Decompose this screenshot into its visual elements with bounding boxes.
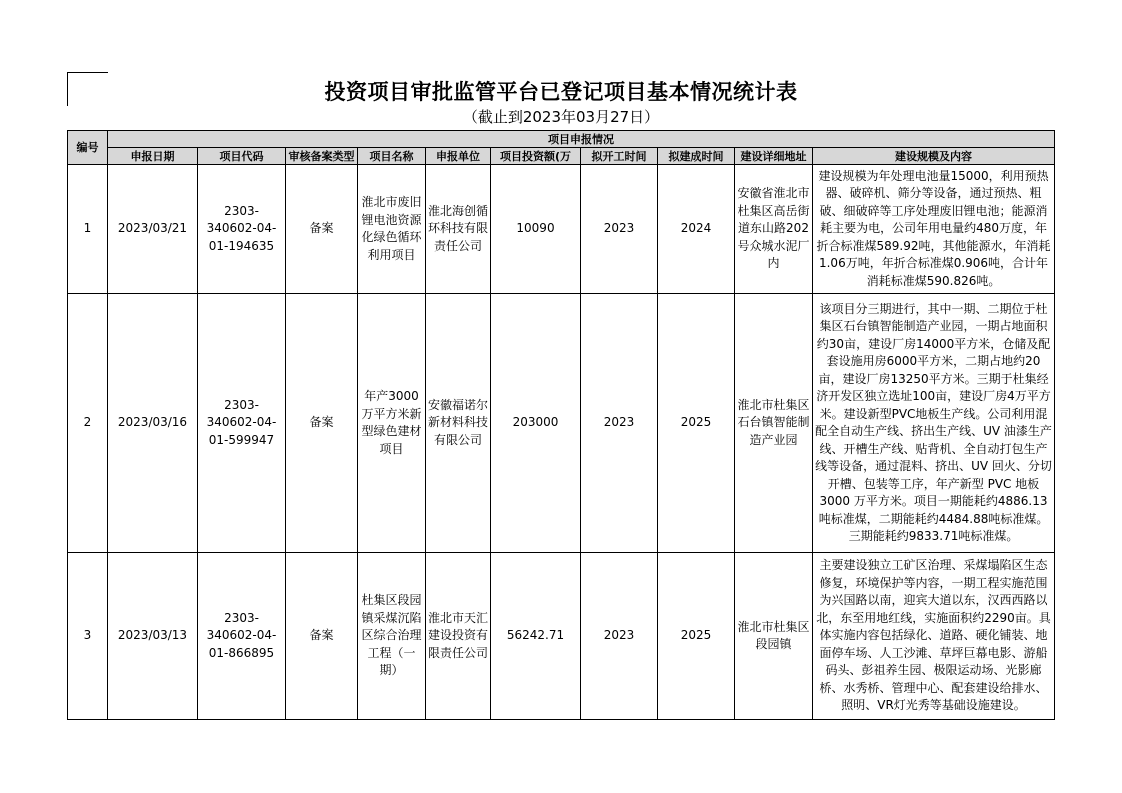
cell-type: 备案	[286, 553, 358, 720]
cell-scale: 该项目分三期进行，其中一期、二期位于杜集区石台镇智能制造产业园，一期占地面积约30亩，建设厂房14000平方米，仓储及配套设施用房6000平方米，二期占地约20亩，建设厂房13250平方米。三期于杜集经济开发区独立选址100亩，建设厂房4万平方米。建设新型PVC地板生产线。公司利用混配全自动生产线、挤出生产线、UV 油漆生产线、开槽生产线、贴背机、全自动打包生产线等设备，通过混料、挤出、UV 回火、分切开槽、包装等工序，年产新型 PVC 地板3000 万平方米。项目一期能耗约4886.13吨标准煤，二期能耗约4484.88吨标准煤。三期能耗约9833.71吨标准煤。	[813, 294, 1055, 553]
cell-finish: 2024	[658, 165, 735, 294]
header-row-columns	[68, 148, 1055, 165]
table-row	[68, 553, 1055, 720]
header-start: 拟开工时间	[581, 148, 658, 165]
header-code: 项目代码	[198, 148, 286, 165]
header-type: 审核备案类型	[286, 148, 358, 165]
header-finish: 拟建成时间	[658, 148, 735, 165]
header-date: 申报日期	[108, 148, 198, 165]
cell-name: 杜集区段园镇采煤沉陷区综合治理工程（一期）	[358, 553, 426, 720]
table-row	[68, 165, 1055, 294]
cell-invest: 203000	[491, 294, 581, 553]
cell-type: 备案	[286, 294, 358, 553]
cell-address: 淮北市杜集区石台镇智能制造产业园	[735, 294, 813, 553]
projects-table	[67, 130, 1055, 720]
cell-name: 年产3000万平方米新型绿色建材项目	[358, 294, 426, 553]
header-name: 项目名称	[358, 148, 426, 165]
cell-date: 2023/03/13	[108, 553, 198, 720]
cell-finish: 2025	[658, 294, 735, 553]
cell-date: 2023/03/21	[108, 165, 198, 294]
cell-invest: 10090	[491, 165, 581, 294]
cell-invest: 56242.71	[491, 553, 581, 720]
header-row-group	[68, 131, 1055, 148]
header-no: 编号	[68, 131, 108, 165]
cell-code: 2303-340602-04-01-194635	[198, 165, 286, 294]
cell-start: 2023	[581, 165, 658, 294]
header-scale: 建设规模及内容	[813, 148, 1055, 165]
cell-unit: 淮北市天汇建设投资有限责任公司	[426, 553, 491, 720]
page-subtitle: （截止到2023年03月27日）	[462, 108, 660, 126]
cell-code: 2303-340602-04-01-866895	[198, 553, 286, 720]
cell-no: 1	[68, 165, 108, 294]
cell-start: 2023	[581, 553, 658, 720]
cell-date: 2023/03/16	[108, 294, 198, 553]
cell-address: 安徽省淮北市杜集区高岳街道东山路202号众城水泥厂内	[735, 165, 813, 294]
header-group: 项目申报情况	[108, 131, 1055, 148]
cell-no: 2	[68, 294, 108, 553]
cell-finish: 2025	[658, 553, 735, 720]
cell-unit: 淮北海创循环科技有限责任公司	[426, 165, 491, 294]
cell-scale: 建设规模为年处理电池量15000，利用预热器、破碎机、筛分等设备，通过预热、粗破、细破碎等工序处理废旧锂电池；能源消耗主要为电，公司年用电量约480万度，年折合标准煤589.92吨，其他能源水，年消耗1.06万吨，年折合标准煤0.906吨，合计年消耗标准煤590.826吨。	[813, 165, 1055, 294]
header-invest: 项目投资额(万	[491, 148, 581, 165]
table-row	[68, 294, 1055, 553]
cell-start: 2023	[581, 294, 658, 553]
header-address: 建设详细地址	[735, 148, 813, 165]
cell-scale: 主要建设独立工矿区治理、采煤塌陷区生态修复，环境保护等内容，一期工程实施范围为兴国路以南，迎宾大道以东，汉西西路以北，东至用地红线，实施面积约2290亩。具体实施内容包括绿化、道路、硬化铺装、地面停车场、人工沙滩、草坪巨幕电影、游船码头、彭祖养生园、极限运动场、光影廊桥、水秀桥、管理中心、配套建设给排水、照明、VR灯光秀等基础设施建设。	[813, 553, 1055, 720]
cell-name: 淮北市废旧锂电池资源化绿色循环利用项目	[358, 165, 426, 294]
page-title: 投资项目审批监管平台已登记项目基本情况统计表	[324, 80, 798, 104]
cell-unit: 安徽福诺尔新材料科技有限公司	[426, 294, 491, 553]
cell-address: 淮北市杜集区段园镇	[735, 553, 813, 720]
cell-no: 3	[68, 553, 108, 720]
cell-code: 2303-340602-04-01-599947	[198, 294, 286, 553]
header-unit: 申报单位	[426, 148, 491, 165]
cell-type: 备案	[286, 165, 358, 294]
